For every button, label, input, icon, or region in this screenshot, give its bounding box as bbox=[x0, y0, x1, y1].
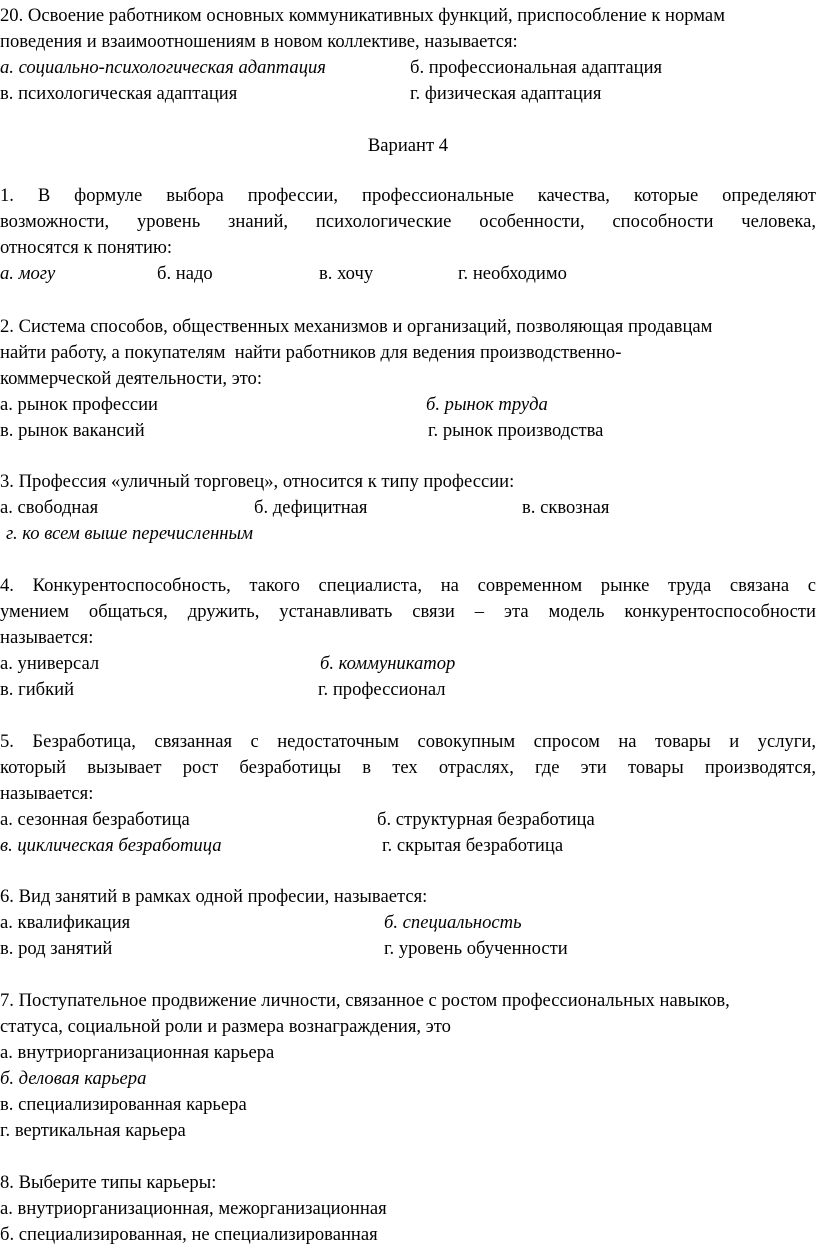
question-5-option-a: а. сезонная безработица bbox=[0, 809, 190, 830]
question-2-option-b: б. рынок труда bbox=[426, 394, 548, 415]
question-5-line-1: 5. Безработица, связанная с недостаточным совокупным спросом на товары и услуги, bbox=[0, 731, 816, 752]
question-5-option-v: в. циклическая безработица bbox=[0, 835, 222, 856]
question-6-option-b: б. специальность bbox=[384, 912, 522, 933]
question-4-option-g: г. профессионал bbox=[318, 679, 446, 700]
question-1-line-2: возможности, уровень знаний, психологические особенности, способности человека, bbox=[0, 211, 816, 232]
question-7-option-b: б. деловая карьера bbox=[0, 1068, 147, 1089]
question-5-line-3: называется: bbox=[0, 783, 94, 804]
question-5-option-b: б. структурная безработица bbox=[377, 809, 595, 830]
question-6-option-a: а. квалификация bbox=[0, 912, 131, 933]
question-2-line-1: 2. Система способов, общественных механизмов и организаций, позволяющая продавцам bbox=[0, 316, 713, 337]
question-8-option-a: а. внутриорганизационная, межорганизационная bbox=[0, 1198, 387, 1219]
question-4-option-a: а. универсал bbox=[0, 653, 100, 674]
question-8-option-b: б. специализированная, не специализированная bbox=[0, 1224, 378, 1245]
question-2-option-a: а. рынок профессии bbox=[0, 394, 158, 415]
question-1-option-g: г. необходимо bbox=[458, 263, 567, 284]
question-3-option-a: а. свободная bbox=[0, 497, 99, 518]
question-1-line-1: 1. В формуле выбора профессии, профессиональные качества, которые определяют bbox=[0, 185, 816, 206]
question-3-option-v: в. сквозная bbox=[522, 497, 610, 518]
question-20-option-a: а. социально-психологическая адаптация bbox=[0, 57, 326, 78]
question-7-option-g: г. вертикальная карьера bbox=[0, 1120, 186, 1141]
question-7-option-v: в. специализированная карьера bbox=[0, 1094, 247, 1115]
question-6-option-v: в. род занятий bbox=[0, 938, 113, 959]
question-2-line-2: найти работу, а покупателям найти работников для ведения производственно- bbox=[0, 342, 622, 363]
question-2-option-g: г. рынок производства bbox=[428, 420, 604, 441]
question-20-line-1: 20. Освоение работником основных коммуникативных функций, приспособление к нормам bbox=[0, 5, 725, 26]
question-4-line-1: 4. Конкурентоспособность, такого специалиста, на современном рынке труда связана с bbox=[0, 575, 816, 596]
question-20-line-2: поведения и взаимоотношениям в новом коллективе, называется: bbox=[0, 31, 518, 52]
question-4-option-v: в. гибкий bbox=[0, 679, 75, 700]
question-4-option-b: б. коммуникатор bbox=[320, 653, 456, 674]
question-1-option-a: а. могу bbox=[0, 263, 56, 284]
question-20-option-b: б. профессиональная адаптация bbox=[410, 57, 663, 78]
question-5-option-g: г. скрытая безработица bbox=[382, 835, 564, 856]
question-8-line-1: 8. Выберите типы карьеры: bbox=[0, 1172, 217, 1193]
question-2-option-v: в. рынок вакансий bbox=[0, 420, 145, 441]
question-4-line-2: умением общаться, дружить, устанавливать связи – эта модель конкурентоспособности bbox=[0, 601, 816, 622]
question-7-option-a: а. внутриорганизационная карьера bbox=[0, 1042, 275, 1063]
question-3-option-g: г. ко всем выше перечисленным bbox=[6, 523, 253, 544]
question-7-line-1: 7. Поступательное продвижение личности, связанное с ростом профессиональных навыков, bbox=[0, 990, 730, 1011]
question-7-line-2: статуса, социальной роли и размера вознаграждения, это bbox=[0, 1016, 451, 1037]
question-2-line-3: коммерческой деятельности, это: bbox=[0, 368, 263, 389]
question-6-line-1: 6. Вид занятий в рамках одной профеcии, называется: bbox=[0, 886, 428, 907]
question-1-option-v: в. хочу bbox=[319, 263, 374, 284]
question-3-line-1: 3. Профессия «уличный торговец», относится к типу профессии: bbox=[0, 471, 515, 492]
question-1-option-b: б. надо bbox=[157, 263, 213, 284]
question-4-line-3: называется: bbox=[0, 627, 94, 648]
variant-heading: Вариант 4 bbox=[367, 135, 449, 156]
question-5-line-2: который вызывает рост безработицы в тех отраслях, где эти товары производятся, bbox=[0, 757, 816, 778]
question-20-option-v: в. психологическая адаптация bbox=[0, 83, 238, 104]
question-3-option-b: б. дефицитная bbox=[254, 497, 368, 518]
question-6-option-g: г. уровень обученности bbox=[384, 938, 568, 959]
question-20-option-g: г. физическая адаптация bbox=[410, 83, 602, 104]
question-1-line-3: относятся к понятию: bbox=[0, 237, 173, 258]
